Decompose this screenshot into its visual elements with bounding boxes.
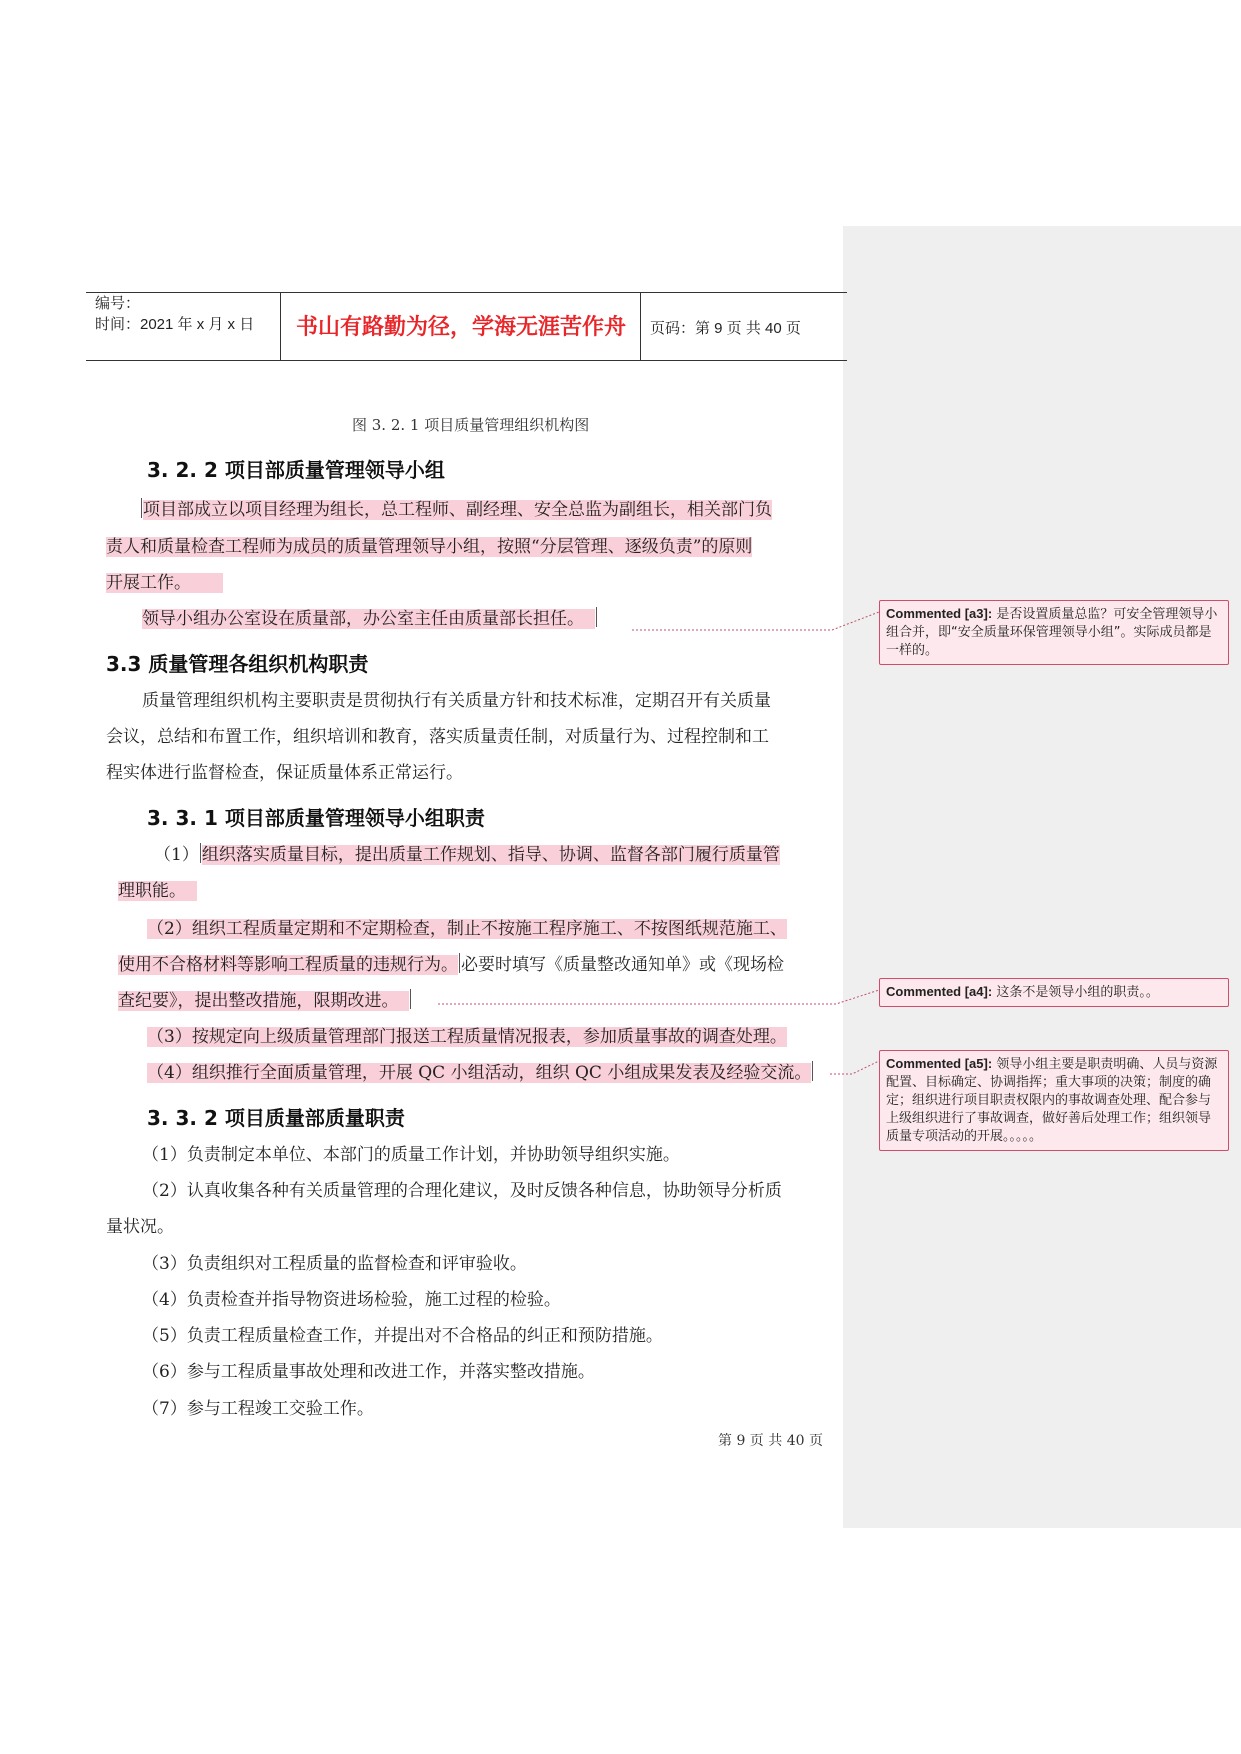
list-item[interactable]: （7）参与工程竣工交验工作。 — [142, 1399, 374, 1419]
list-item[interactable]: （6）参与工程质量事故处理和改进工作，并落实整改措施。 — [142, 1362, 595, 1382]
list-item[interactable]: 理职能。 — [118, 879, 197, 903]
list-item[interactable]: 使用不合格材料等影响工程质量的违规行为。 必要时填写《质量整改通知单》或《现场检 — [118, 955, 784, 975]
heading-3-3-1: 3. 3. 1 项目部质量管理领导小组职责 — [147, 806, 485, 830]
list-item[interactable]: （5）负责工程质量检查工作，并提出对不合格品的纠正和预防措施。 — [142, 1326, 663, 1346]
list-item[interactable]: （4）组织推行全面质量管理，开展 QC 小组活动，组织 QC 小组成果发表及经验交流。 — [147, 1063, 812, 1083]
paragraph-line[interactable]: 质量管理组织机构主要职责是贯彻执行有关质量方针和技术标准，定期召开有关质量 — [142, 691, 771, 711]
header-page-label: 页码：第 9 页 共 40 页 — [650, 320, 801, 337]
paragraph-line[interactable]: 项目部成立以项目经理为组长，总工程师、副经理、安全总监为副组长，相关部门负 — [143, 500, 772, 520]
header-date-label: 时间：2021 年 x 月 x 日 — [95, 316, 255, 333]
heading-3-3: 3.3 质量管理各组织机构职责 — [106, 652, 369, 676]
paragraph-line[interactable]: 会议，总结和布置工作，组织培训和教育，落实质量责任制，对质量行为、过程控制和工 — [106, 727, 769, 747]
leader-line-a4 — [438, 990, 879, 1004]
heading-3-3-2: 3. 3. 2 项目质量部质量职责 — [147, 1106, 405, 1130]
comment-text: 是否设置质量总监？可安全管理领导小组合并，即“安全质量环保管理领导小组”。实际成员都是一样的。 — [886, 607, 1218, 658]
comment-text: 领导小组主要是职责明确、人员与资源配置、目标确定、协调指挥；重大事项的决策；制度的确定；组织进行项目职责权限内的事故调查处理、配合参与上级组织进行了事故调查，做好善后处理工作；组织领导质量专项活动的开展。。。。。 — [886, 1057, 1218, 1144]
paragraph-line[interactable]: 开展工作。 — [106, 571, 223, 595]
list-item[interactable]: 量状况。 — [106, 1217, 174, 1237]
leader-line-a5 — [830, 1061, 879, 1074]
list-item[interactable]: （4）负责检查并指导物资进场检验，施工过程的检验。 — [142, 1290, 561, 1310]
paragraph-line[interactable]: 领导小组办公室设在质量部，办公室主任由质量部长担任。 — [142, 607, 598, 631]
list-item[interactable]: （3）按规定向上级质量管理部门报送工程质量情况报表，参加质量事故的调查处理。 — [147, 1027, 787, 1047]
figure-caption: 图 3. 2. 1 项目质量管理组织机构图 — [352, 416, 590, 434]
list-item[interactable]: （1）负责制定本单位、本部门的质量工作计划，并协助领导组织实施。 — [142, 1145, 680, 1165]
list-item[interactable]: （3）负责组织对工程质量的监督检查和评审验收。 — [142, 1254, 527, 1274]
page-footer: 第 9 页 共 40 页 — [718, 1433, 823, 1449]
paragraph-line[interactable]: 程实体进行监督检查，保证质量体系正常运行。 — [106, 763, 463, 783]
heading-3-2-2: 3. 2. 2 项目部质量管理领导小组 — [147, 458, 445, 482]
header-code-label: 编号： — [95, 295, 141, 312]
comment-balloon-a5[interactable] — [879, 1050, 1229, 1151]
list-item[interactable]: （2）组织工程质量定期和不定期检查，制止不按施工程序施工、不按图纸规范施工、 — [147, 919, 787, 939]
list-item[interactable]: （2）认真收集各种有关质量管理的合理化建议，及时反馈各种信息，协助领导分析质 — [142, 1181, 782, 1201]
comment-label: Commented [a5]: — [886, 1056, 993, 1071]
comment-balloon-a3[interactable] — [879, 600, 1229, 665]
list-item[interactable]: 查纪要》，提出整改措施，限期改进。 — [118, 989, 412, 1013]
comment-label: Commented [a3]: — [886, 606, 993, 621]
comment-label: Commented [a4]: — [886, 984, 993, 999]
list-item[interactable]: （1） 组织落实质量目标，提出质量工作规划、指导、协调、监督各部门履行质量管 — [154, 845, 780, 865]
paragraph-line[interactable]: 责人和质量检查工程师为成员的质量管理领导小组，按照“分层管理、逐级负责”的原则 — [106, 537, 753, 557]
comment-text: 这条不是领导小组的职责。。 — [996, 985, 1159, 1000]
header-motto: 书山有路勤为径，学海无涯苦作舟 — [296, 315, 627, 340]
comment-balloon-a4[interactable] — [879, 978, 1229, 1007]
leader-line-a3 — [632, 612, 879, 630]
